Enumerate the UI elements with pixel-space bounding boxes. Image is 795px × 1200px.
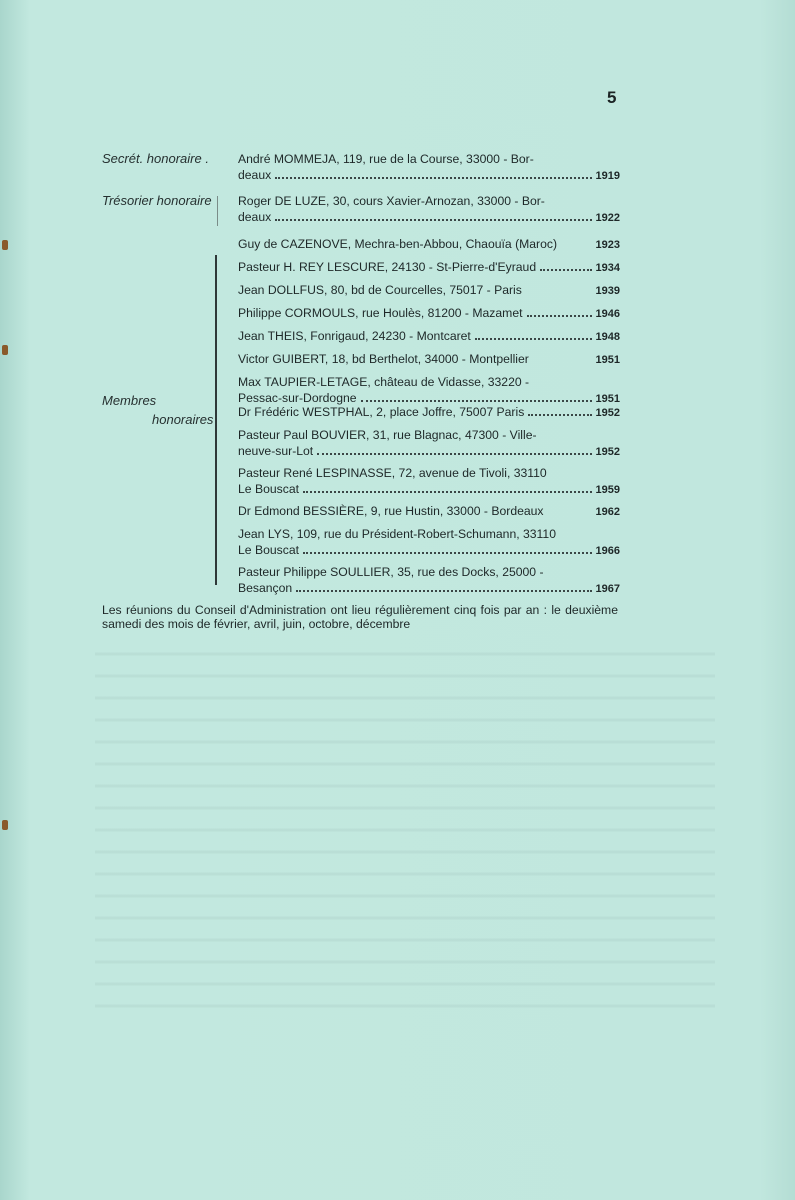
entry-text: Dr Frédéric WESTPHAL, 2, place Joffre, 75007 Paris xyxy=(238,405,525,419)
entry-text: Victor GUIBERT, 18, bd Berthelot, 34000 - Montpellier xyxy=(238,352,529,366)
members-bracket xyxy=(215,255,221,585)
entry-dollfus xyxy=(238,282,620,299)
entry-text: Le Bouscat xyxy=(238,543,299,557)
entry-text: Guy de CAZENOVE, Mechra-ben-Abbou, Chaouïa (Maroc) xyxy=(238,237,558,251)
entry-text: Dr Edmond BESSIÈRE, 9, rue Hustin, 33000 - Bordeaux xyxy=(238,504,544,518)
entry-text: neuve-sur-Lot xyxy=(238,444,314,458)
leader-dots xyxy=(527,315,592,317)
entry-text: Pasteur Paul BOUVIER, 31, rue Blagnac, 47300 - Ville- xyxy=(238,428,537,442)
leader-dots xyxy=(528,414,591,416)
staple-mark xyxy=(2,820,8,830)
show-through-text xyxy=(95,640,715,1020)
label-treasurer: Trésorier honoraire xyxy=(102,193,212,208)
entry-year: 1952 xyxy=(595,407,620,419)
entry-year: 1946 xyxy=(595,308,620,320)
entry-text: Pasteur René LESPINASSE, 72, avenue de Tivoli, 33110 xyxy=(238,466,547,480)
entry-westphal xyxy=(238,404,620,421)
entry-year: 1934 xyxy=(595,262,620,274)
entry-year: 1966 xyxy=(595,545,620,557)
entry-text: deaux xyxy=(238,210,272,224)
entry-lespinasse xyxy=(238,465,620,498)
entry-year: 1959 xyxy=(595,484,620,496)
entry-year: 1923 xyxy=(595,239,620,251)
staple-mark xyxy=(2,345,8,355)
entry-soullier xyxy=(238,564,620,597)
label-members: Membres xyxy=(102,393,157,408)
entry-theis xyxy=(238,328,620,345)
leader-dots xyxy=(475,338,592,340)
entry-bouvier xyxy=(238,427,620,460)
entry-cazenove xyxy=(238,236,620,253)
staple-mark xyxy=(2,240,8,250)
entry-year: 1922 xyxy=(595,212,620,224)
entry-lys xyxy=(238,526,620,559)
label-honorary: honoraires xyxy=(152,412,214,427)
entry-cormouls xyxy=(238,305,620,322)
entry-text: Besançon xyxy=(238,581,293,595)
entry-text: Jean DOLLFUS, 80, bd de Courcelles, 75017 - Paris xyxy=(238,283,522,297)
entry-year: 1939 xyxy=(595,285,620,297)
entry-text: Roger DE LUZE, 30, cours Xavier-Arnozan, 33000 - Bor- xyxy=(238,194,545,208)
leader-dots xyxy=(303,491,592,493)
leader-dots xyxy=(361,400,592,402)
leader-dots xyxy=(275,219,591,221)
entry-text: Philippe CORMOULS, rue Houlès, 81200 - Mazamet xyxy=(238,306,523,320)
leader-dots xyxy=(317,453,591,455)
leader-dots xyxy=(296,590,591,592)
entry-text: Jean THEIS, Fonrigaud, 24230 - Montcaret xyxy=(238,329,471,343)
entry-text: Jean LYS, 109, rue du Président-Robert-Schumann, 33110 xyxy=(238,527,556,541)
page-number: 5 xyxy=(607,88,617,107)
bracket-line xyxy=(217,196,220,226)
entry-year: 1952 xyxy=(595,446,620,458)
leader-dots xyxy=(275,177,591,179)
entry-de-luze xyxy=(238,193,620,226)
entry-rey-lescure xyxy=(238,259,620,276)
entry-text: Pasteur Philippe SOULLIER, 35, rue des Docks, 25000 - xyxy=(238,565,544,579)
entry-text: deaux xyxy=(238,168,272,182)
entry-text: Le Bouscat xyxy=(238,482,299,496)
entry-text: Pessac-sur-Dordogne xyxy=(238,391,357,405)
label-secretary: Secrét. honoraire . xyxy=(102,151,209,166)
meeting-paragraph: Les réunions du Conseil d'Administration ont lieu régulièrement cinq fois par an : le deuxième samedi des mois de février, avril, juin, octobre, décembre xyxy=(102,603,618,631)
entry-text: André MOMMEJA, 119, rue de la Course, 33000 - Bor- xyxy=(238,152,534,166)
entry-text: Pasteur H. REY LESCURE, 24130 - St-Pierre-d'Eyraud xyxy=(238,260,537,274)
entry-year: 1919 xyxy=(595,170,620,182)
entry-taupier-letage xyxy=(238,374,620,407)
entry-year: 1948 xyxy=(595,331,620,343)
entry-year: 1967 xyxy=(595,583,620,595)
entry-mommeja xyxy=(238,151,620,184)
entry-year: 1962 xyxy=(595,506,620,518)
entry-bessiere xyxy=(238,503,620,520)
leader-dots xyxy=(303,552,592,554)
leader-dots xyxy=(540,269,591,271)
entry-year: 1951 xyxy=(595,393,620,405)
entry-year: 1951 xyxy=(595,354,620,366)
entry-guibert xyxy=(238,351,620,368)
entry-text: Max TAUPIER-LETAGE, château de Vidasse, 33220 - xyxy=(238,375,530,389)
